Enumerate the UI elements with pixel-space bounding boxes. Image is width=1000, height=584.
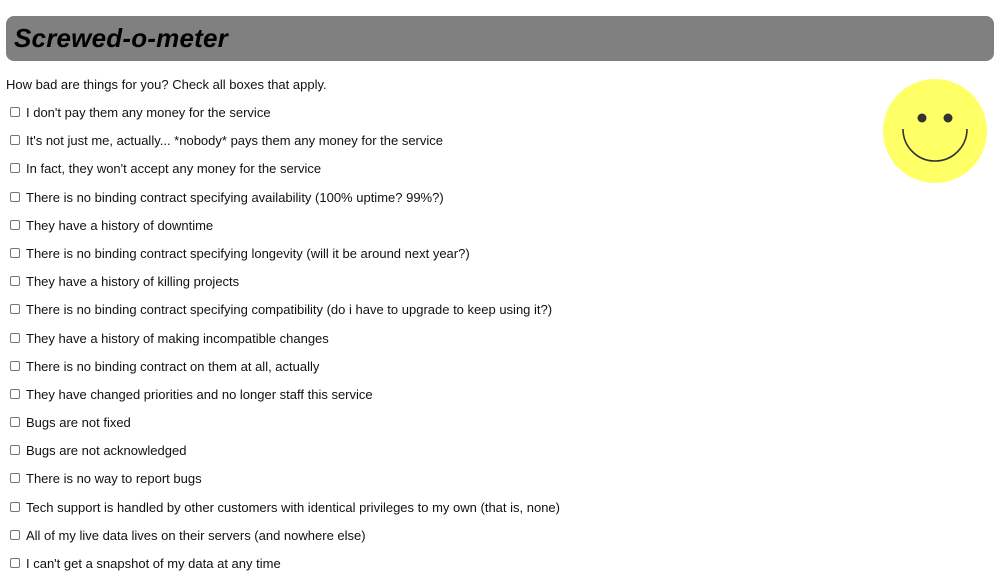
- checkbox-label: All of my live data lives on their servers (and nowhere else): [26, 527, 366, 543]
- checkbox[interactable]: [10, 530, 20, 540]
- list-item: [8, 443, 560, 471]
- checkbox[interactable]: [10, 558, 20, 568]
- checkbox[interactable]: [10, 304, 20, 314]
- checkbox[interactable]: [10, 276, 20, 286]
- smiley-left-eye: [918, 114, 927, 123]
- checkbox-label: They have a history of downtime: [26, 217, 214, 233]
- checkbox[interactable]: [10, 445, 20, 455]
- title-bar: [6, 16, 994, 61]
- checkbox[interactable]: [10, 417, 20, 427]
- checkbox[interactable]: [10, 333, 20, 343]
- checkbox[interactable]: [10, 107, 20, 117]
- checkbox-label: Bugs are not fixed: [26, 415, 131, 431]
- checkbox-label: Tech support is handled by other customers with identical privileges to my own (that is, none): [26, 499, 560, 515]
- list-item: [8, 471, 560, 499]
- checkbox-label: They have a history of making incompatible changes: [26, 330, 329, 346]
- checkbox-label: They have changed priorities and no longer staff this service: [26, 386, 373, 402]
- list-item: [8, 190, 560, 218]
- list-item: [8, 500, 560, 528]
- page-title: Screwed-o-meter: [14, 23, 228, 53]
- list-item: [8, 218, 560, 246]
- checkbox-label: There is no binding contract specifying availability (100% uptime? 99%?): [26, 189, 444, 205]
- checkbox-label: There is no binding contract specifying longevity (will it be around next year?): [26, 245, 470, 261]
- checkbox[interactable]: [10, 192, 20, 202]
- checkbox[interactable]: [10, 473, 20, 483]
- checkbox[interactable]: [10, 135, 20, 145]
- intro-text: How bad are things for you? Check all boxes that apply.: [6, 77, 327, 92]
- list-item: [8, 246, 560, 274]
- list-item: [8, 133, 560, 161]
- list-item: [8, 556, 560, 584]
- list-item: [8, 415, 560, 443]
- list-item: [8, 359, 560, 387]
- checkbox-label: There is no way to report bugs: [26, 471, 202, 487]
- checkbox[interactable]: [10, 502, 20, 512]
- checkbox[interactable]: [10, 163, 20, 173]
- checkbox-label: In fact, they won't accept any money for the service: [26, 161, 322, 177]
- checkbox-label: They have a history of killing projects: [26, 274, 240, 290]
- checkbox-list: [8, 105, 560, 584]
- smiley-face-circle: [883, 79, 987, 183]
- checkbox[interactable]: [10, 248, 20, 258]
- checkbox[interactable]: [10, 361, 20, 371]
- checkbox-label: I don't pay them any money for the service: [26, 105, 271, 120]
- checkbox[interactable]: [10, 389, 20, 399]
- list-item: [8, 331, 560, 359]
- list-item: [8, 302, 560, 330]
- checkbox-label: Bugs are not acknowledged: [26, 443, 187, 459]
- list-item: [8, 528, 560, 556]
- smiley-face-icon: [883, 79, 987, 183]
- smiley-right-eye: [944, 114, 953, 123]
- list-item: [8, 161, 560, 189]
- checkbox-label: There is no binding contract specifying compatibility (do i have to upgrade to keep using it?): [26, 302, 553, 318]
- checkbox-label: It's not just me, actually... *nobody* pays them any money for the service: [26, 133, 443, 149]
- checkbox-label: There is no binding contract on them at all, actually: [26, 358, 320, 374]
- checkbox[interactable]: [10, 220, 20, 230]
- list-item: [8, 387, 560, 415]
- list-item: [8, 274, 560, 302]
- checkbox-label: I can't get a snapshot of my data at any time: [26, 556, 281, 571]
- list-item: [8, 105, 560, 133]
